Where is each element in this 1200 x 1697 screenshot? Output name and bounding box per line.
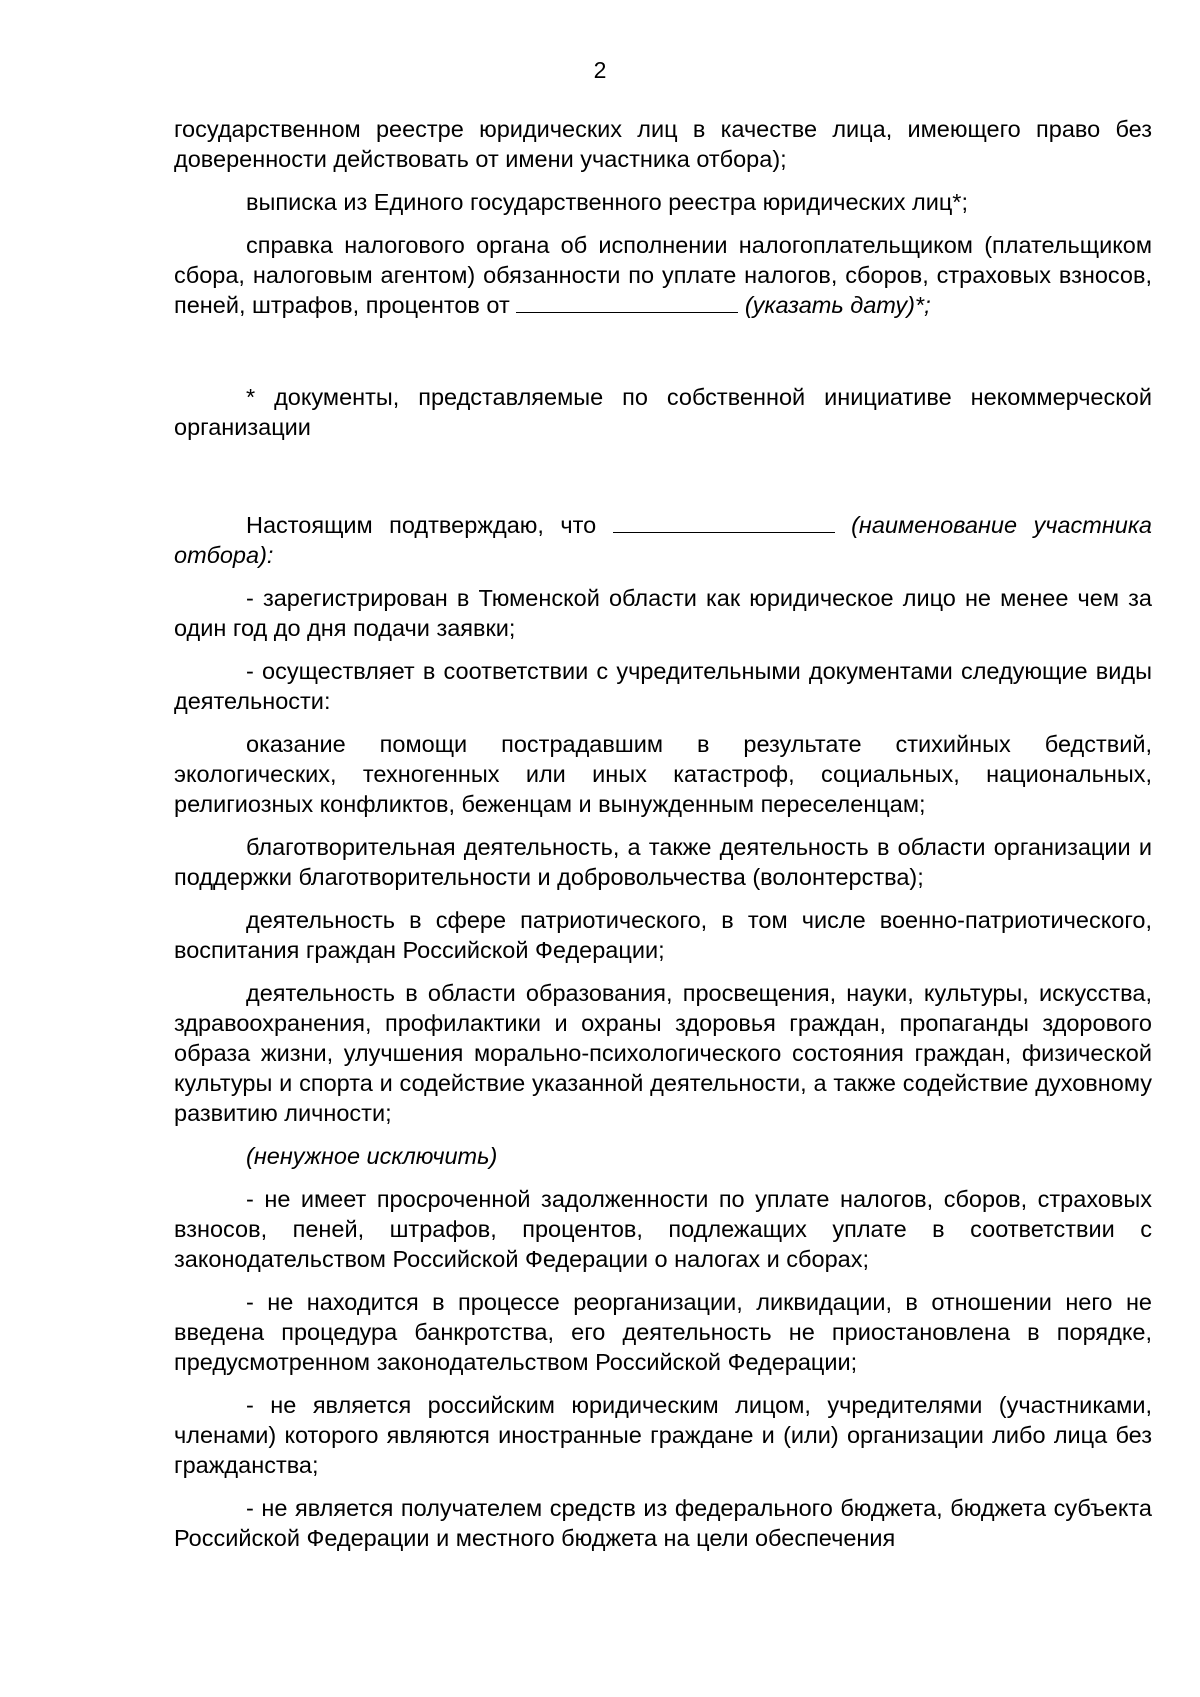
paragraph-activity-charity: благотворительная деятельность, а также деятельность в области организации и поддержки благотворительности и добровольчества (волонтерства);: [174, 834, 1152, 890]
tax-certificate-date-hint: (указать дату)*;: [744, 292, 931, 318]
paragraph-not-foreign-founders: - не является российским юридическим лицом, учредителями (участниками, членами) которого являются иностранные граждане и (или) организации либо лица без гражданства;: [174, 1392, 1152, 1478]
paragraph-no-tax-debt: - не имеет просроченной задолженности по уплате налогов, сборов, страховых взносов, пеней, штрафов, процентов, подлежащих уплате в соответствии с законодательством Российской Федерации о налогах и сборах;: [174, 1186, 1152, 1272]
paragraph-egrul-extract: выписка из Единого государственного реестра юридических лиц*;: [246, 189, 968, 215]
paragraph-exclude-note: (ненужное исключить): [246, 1143, 498, 1169]
paragraph-activity-education: деятельность в области образования, просвещения, науки, культуры, искусства, здравоохранения, профилактики и охраны здоровья граждан, пропаганды здорового образа жизни, улучшения морально-психологического состояния граждан, физической культуры и спорта и содействие указанной деятельности, а также содействие духовному развитию личности;: [174, 980, 1152, 1126]
tax-certificate-text: справка налогового органа об исполнении налогоплательщиком (плательщиком сбора, налоговым агентом) обязанности по уплате налогов, сборов, страховых взносов, пеней, штрафов, процентов от: [174, 232, 1152, 318]
footnote-own-initiative: * документы, представляемые по собственной инициативе некоммерческой организации: [174, 384, 1152, 440]
paragraph-tax-certificate: [174, 230, 1152, 320]
paragraph-not-budget-recipient: - не является получателем средств из федерального бюджета, бюджета субъекта Российской Федерации и местного бюджета на цели обеспечения: [174, 1495, 1152, 1551]
participant-name-hint: (наименование участника отбора):: [174, 512, 1152, 568]
date-blank-field: [516, 292, 738, 313]
paragraph-registered: - зарегистрирован в Тюменской области как юридическое лицо не менее чем за один год до дня подачи заявки;: [174, 585, 1152, 641]
paragraph-no-reorganization: - не находится в процессе реорганизации, ликвидации, в отношении него не введена процедура банкротства, его деятельность не приостановлена в порядке, предусмотренном законодательством Российской Федерации;: [174, 1289, 1152, 1375]
participant-name-blank-field: [613, 512, 835, 533]
paragraph-confirmation: [174, 510, 1152, 570]
paragraph-activities-intro: - осуществляет в соответствии с учредительными документами следующие виды деятельности:: [174, 658, 1152, 714]
confirmation-text: Настоящим подтверждаю, что: [246, 512, 597, 538]
document-body: [174, 114, 1152, 1566]
paragraph-activity-disaster-help: оказание помощи пострадавшим в результате стихийных бедствий, экологических, техногенных или иных катастроф, социальных, национальных, религиозных конфликтов, беженцам и вынужденным переселенцам;: [174, 731, 1152, 817]
paragraph-activity-patriotic: деятельность в сфере патриотического, в том числе военно-патриотического, воспитания граждан Российской Федерации;: [174, 907, 1152, 963]
paragraph-registry-continuation: государственном реестре юридических лиц в качестве лица, имеющего право без доверенности действовать от имени участника отбора);: [174, 116, 1152, 172]
page-number: 2: [593, 57, 607, 83]
